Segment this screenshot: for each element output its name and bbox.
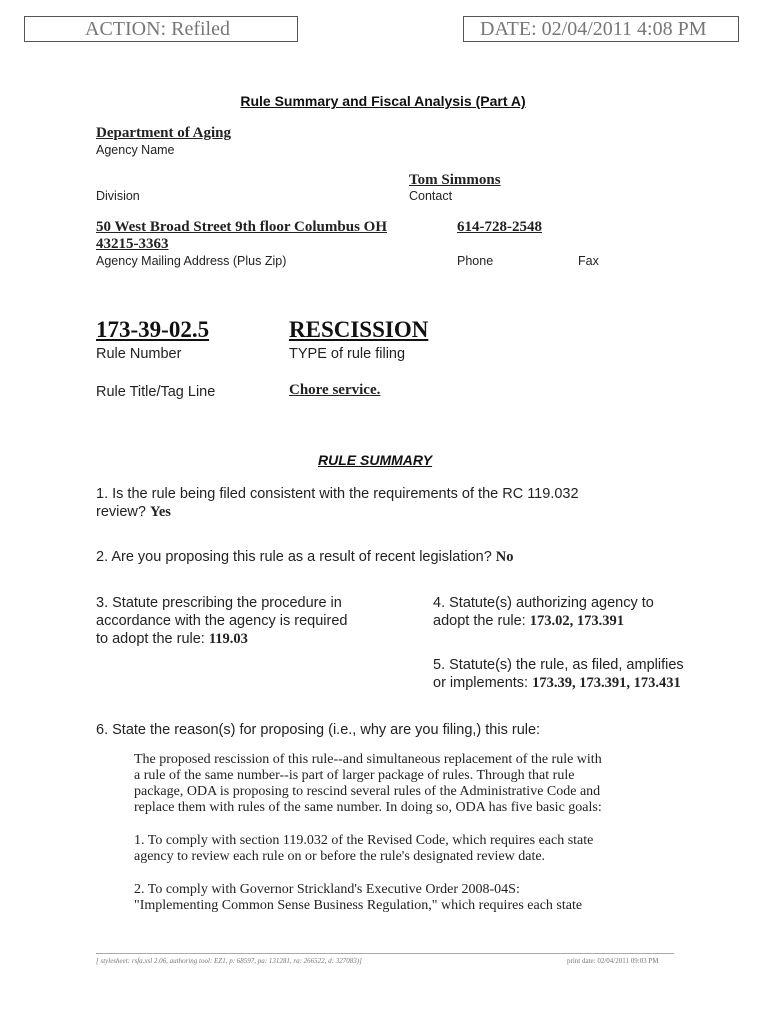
rule-number-label: Rule Number (96, 346, 182, 362)
question-4-line1: 4. Statute(s) authorizing agency to (433, 595, 654, 611)
question-4-answer: 173.02, 173.391 (529, 613, 624, 629)
reason-paragraph-3 (134, 882, 734, 914)
question-4 (433, 594, 753, 630)
reason-p3-line: 2. To comply with Governor Strickland's Executive Order 2008-04S: (134, 882, 520, 897)
reason-paragraph-2 (134, 833, 734, 865)
question-5-text: or implements: (433, 675, 529, 691)
contact-label: Contact (409, 189, 453, 203)
question-1-text: review? (96, 504, 146, 520)
form-title: Rule Summary and Fiscal Analysis (Part A) (240, 93, 526, 109)
footer-print-date: print date: 02/04/2011 09:03 PM (567, 957, 659, 965)
reason-p2-line: agency to review each rule on or before the rule's designated review date. (134, 849, 546, 864)
reason-p1-line: package, ODA is proposing to rescind several rules of the Administrative Code and (134, 784, 601, 799)
question-3-line2: accordance with the agency is required (96, 613, 348, 629)
question-5-answer: 173.39, 173.391, 173.431 (532, 675, 681, 691)
phone-label: Phone (457, 254, 494, 268)
question-4-line2 (433, 612, 753, 630)
reason-p2-line: 1. To comply with section 119.032 of the Revised Code, which requires each state (134, 833, 594, 848)
date-text: DATE: 02/04/2011 4:08 PM (480, 18, 707, 40)
action-box (24, 16, 298, 42)
question-3-text: to adopt the rule: (96, 631, 205, 647)
rule-type-label: TYPE of rule filing (289, 346, 406, 362)
question-1 (96, 485, 736, 521)
question-5-line1: 5. Statute(s) the rule, as filed, amplifies (433, 657, 684, 673)
rule-title: Chore service. (289, 382, 381, 398)
reason-p1-line: a rule of the same number--is part of larger package of rules. Through that rule (134, 768, 575, 783)
question-5 (433, 656, 753, 692)
agency-name: Department of Aging (96, 125, 231, 141)
contact-name: Tom Simmons (409, 172, 501, 188)
address-label: Agency Mailing Address (Plus Zip) (96, 254, 287, 268)
footer-divider (96, 953, 674, 954)
question-1-line1: 1. Is the rule being filed consistent with the requirements of the RC 119.032 (96, 486, 579, 502)
rule-title-label: Rule Title/Tag Line (96, 384, 216, 400)
address-line2: 43215-3363 (96, 236, 169, 252)
reason-p1-line: The proposed rescission of this rule--and simultaneous replacement of the rule with (134, 752, 602, 767)
question-6: 6. State the reason(s) for proposing (i.e., why are you filing,) this rule: (96, 722, 541, 738)
action-text: ACTION: Refiled (85, 18, 230, 40)
reason-p3-line: "Implementing Common Sense Business Regulation," which requires each state (134, 898, 583, 913)
question-2 (96, 548, 736, 566)
question-2-text: 2. Are you proposing this rule as a result of recent legislation? (96, 549, 492, 565)
agency-name-label: Agency Name (96, 143, 175, 157)
question-3-answer: 119.03 (208, 631, 248, 647)
question-2-answer: No (495, 549, 514, 565)
fax-label: Fax (578, 254, 599, 268)
rule-summary-heading: RULE SUMMARY (318, 452, 433, 468)
footer-stylesheet-info: [ stylesheet: rsfa.xsl 2.06, authoring tool: EZ1, p: 68597, pa: 131281, ra: 266522, d: 327083)] (96, 957, 362, 965)
question-5-line2 (433, 674, 753, 692)
division-label: Division (96, 189, 140, 203)
question-3-line3 (96, 630, 416, 648)
reason-paragraph-1 (134, 752, 734, 816)
question-3-line1: 3. Statute prescribing the procedure in (96, 595, 342, 611)
reason-p1-line: replace them with rules of the same number. In doing so, ODA has five basic goals: (134, 800, 602, 815)
address-line1: 50 West Broad Street 9th floor Columbus OH (96, 219, 387, 235)
question-4-text: adopt the rule: (433, 613, 526, 629)
phone-number: 614-728-2548 (457, 219, 542, 235)
question-3 (96, 594, 416, 648)
question-1-answer: Yes (150, 504, 171, 520)
rule-type: RESCISSION (289, 317, 429, 342)
date-box (463, 16, 739, 42)
rule-number: 173-39-02.5 (96, 317, 210, 342)
question-1-line2 (96, 503, 736, 521)
